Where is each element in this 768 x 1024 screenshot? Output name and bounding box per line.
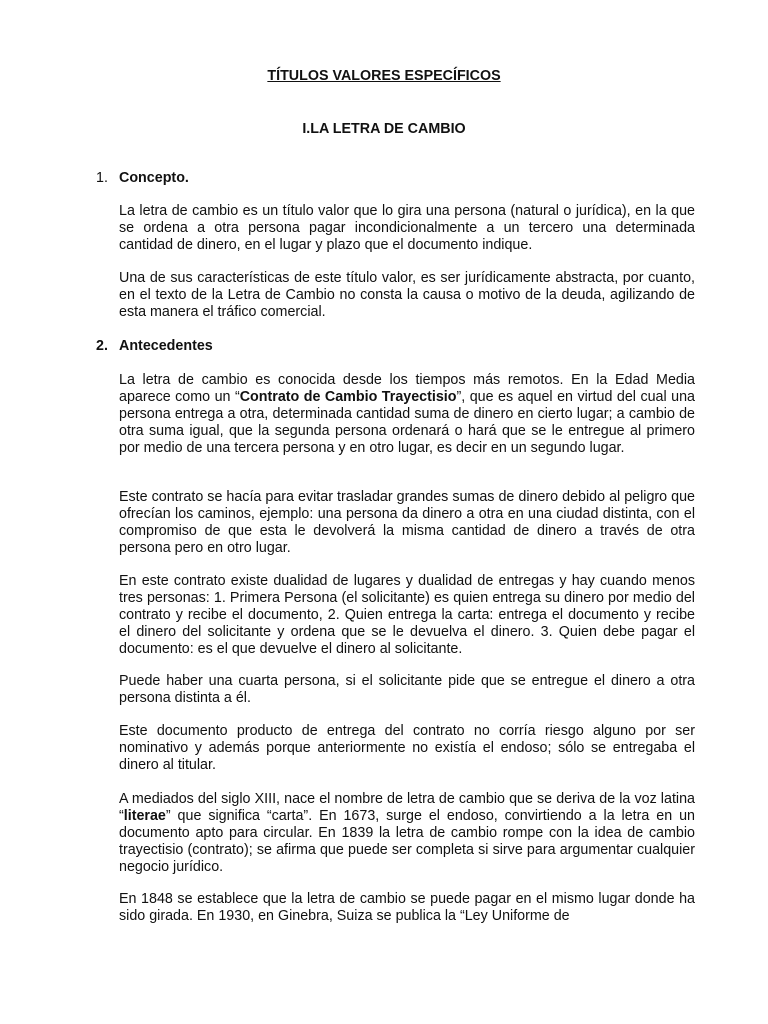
paragraph-text: En este contrato existe dualidad de lugares y dualidad de entregas y hay cuando menos tres personas: 1. Primera Persona (el solicitante) es quien entrega su dinero por medio del contrato y recibe el documento, 2. Quien entrega la carta: entrega el documento y recibe el dinero del solicitante y ordena que se le devuelva el dinero. 3. Quien debe pagar el documento: es el que devuelve el dinero al solicitante. [119,573,695,657]
paragraph [119,791,695,876]
paragraph-text: La letra de cambio es un título valor que lo gira una persona (natural o jurídica), en la que se ordena a otra persona pagar incondicionalmente a un tercero una determinada cantidad de dinero, en el lugar y plazo que el documento indique. [119,203,695,253]
section-heading-concepto [96,170,189,187]
section-number: 2. [96,338,108,354]
document-title: TÍTULOS VALORES ESPECÍFICOS [267,68,501,84]
paragraph [119,891,695,925]
paragraph [119,723,695,774]
section-heading-antecedentes [96,338,213,355]
paragraph [119,673,695,707]
paragraph [119,203,695,254]
text-run: La letra de cambio es conocida desde los tiempos más remotos. En la Edad Media aparece como un “ [119,372,695,405]
paragraph [119,573,695,658]
paragraph [119,372,695,457]
section-title: Antecedentes [119,338,213,354]
paragraph-text: Este documento producto de entrega del contrato no corría riesgo alguno por ser nominativo y además porque anteriormente no existía el endoso; sólo se entregaba el dinero al titular. [119,723,695,773]
text-run: ” que significa “carta”. En 1673, surge el endoso, convirtiendo a la letra en un documento apto para circular. En 1839 la letra de cambio rompe con la idea de cambio trayectisio (contrato); se afirma que puede ser completa si sirve para argumentar cualquier negocio jurídico. [119,808,695,875]
text-run: A mediados del siglo XIII, nace el nombre de letra de cambio que se deriva de la voz latina “ [119,791,695,824]
paragraph-text [119,372,695,457]
paragraph-text: Puede haber una cuarta persona, si el solicitante pide que se entregue el dinero a otra persona distinta a él. [119,673,695,706]
bold-term: Contrato de Cambio Trayectisio [239,389,457,405]
section-title: Concepto. [119,170,189,186]
paragraph-text: Este contrato se hacía para evitar trasladar grandes sumas de dinero debido al peligro que ofrecían los caminos, ejemplo: una persona da dinero a otra en una ciudad distinta, con el compromiso de que esta le devolverá la misma cantidad de dinero a través de otra persona pero en otro lugar. [119,489,695,556]
paragraph [119,489,695,557]
bold-term: literae [123,808,166,824]
section-number: 1. [96,170,108,186]
paragraph-text: Una de sus características de este título valor, es ser jurídicamente abstracta, por cuanto, en el texto de la Letra de Cambio no consta la causa o motivo de la deuda, agilizando de esta manera el tráfico comercial. [119,270,695,320]
text-run: ”, que es aquel en virtud del cual una persona entrega a otra, determinada cantidad suma de dinero en cierto lugar; a cambio de otra suma igual, que la segunda persona ordenará o hará que se le entregue al primero por medio de una tercera persona y en otro lugar, es decir en un segundo lugar. [119,389,695,456]
paragraph-text [119,791,695,876]
paragraph [119,270,695,321]
document-subtitle: I.LA LETRA DE CAMBIO [302,121,466,137]
paragraph-text: En 1848 se establece que la letra de cambio se puede pagar en el mismo lugar donde ha sido girada. En 1930, en Ginebra, Suiza se publica la “Ley Uniforme de [119,891,695,924]
